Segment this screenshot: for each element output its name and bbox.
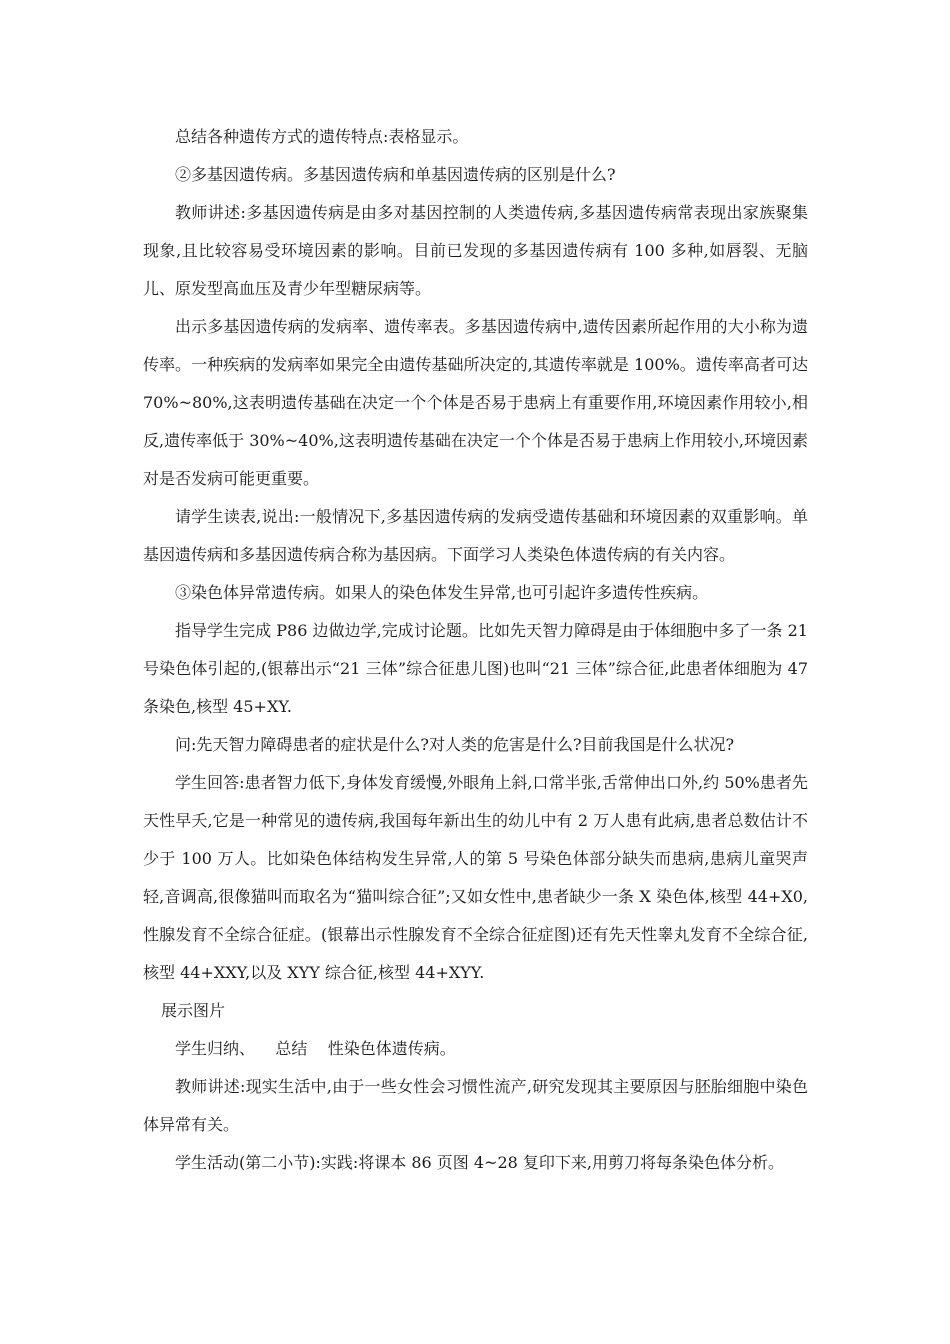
paragraph-chromosome-disease: ③染色体异常遗传病。如果人的染色体发生异常,也可引起许多遗传性疾病。 (175, 583, 709, 602)
paragraph-read-table: 请学生读表,说出:一般情况下,多基因遗传病的发病受遗传基础和环境因素的双重影响。单基因遗传病和多基因遗传病合称为基因病。下面学习人类染色体遗传病的有关内容。 (143, 507, 808, 564)
paragraph-polygenic-question: ②多基因遗传病。多基因遗传病和单基因遗传病的区别是什么? (175, 165, 616, 184)
paragraph-summary-table: 总结各种遗传方式的遗传特点:表格显示。 (175, 127, 469, 146)
paragraph-student-answer: 学生回答:患者智力低下,身体发育缓慢,外眼角上斜,口常半张,舌常伸出口外,约 50%患者先天性早夭,它是一种常见的遗传病,我国每年新出生的幼儿中有 2 万人患有此病,患者总数估计不少于 100 万人。比如染色体结构发生异常,人的第 5 号染色体部分缺失而患病,患病儿童哭声轻,音调高,很像猫叫而取名为“猫叫综合征”;又如女性中,患者缺少一条 X 染色体,核型 44+X0,性腺发育不全综合征症。(银幕出示性腺发育不全综合征症图)还有先天性睾丸发育不全综合征,核型 44+XXY,以及 XYY 综合征,核型 44+XYY. (143, 773, 808, 982)
paragraph-teacher-polygenic: 教师讲述:多基因遗传病是由多对基因控制的人类遗传病,多基因遗传病常表现出家族聚集现象,且比较容易受环境因素的影响。目前已发现的多基因遗传病有 100 多种,如唇裂、无脑儿、原发型高血压及青少年型糖尿病等。 (143, 203, 808, 298)
paragraph-student-activity: 学生活动(第二小节):实践:将课本 86 页图 4~28 复印下来,用剪刀将每条染色体分析。 (175, 1153, 785, 1172)
paragraph-teacher-miscarriage: 教师讲述:现实生活中,由于一些女性会习惯性流产,研究发现其主要原因与胚胎细胞中染色体异常有关。 (143, 1077, 808, 1134)
paragraph-student-summary: 学生归纳、 总结 性染色体遗传病。 (175, 1039, 456, 1058)
paragraph-guide-p86: 指导学生完成 P86 边做边学,完成讨论题。比如先天智力障碍是由于体细胞中多了一条 21 号染色体引起的,(银幕出示“21 三体”综合征患儿图)也叫“21 三体”综合征,此患者体细胞为 47 条染色,核型 45+XY. (143, 621, 808, 716)
paragraph-question: 问:先天智力障碍患者的症状是什么?对人类的危害是什么?目前我国是什么状况? (175, 735, 735, 754)
paragraph-show-pictures: 展示图片 (161, 1001, 226, 1020)
document-body (143, 118, 808, 1182)
paragraph-heritability: 出示多基因遗传病的发病率、遗传率表。多基因遗传病中,遗传因素所起作用的大小称为遗传率。一种疾病的发病率如果完全由遗传基础所决定的,其遗传率就是 100%。遗传率高者可达 70%~80%,这表明遗传基础在决定一个个体是否易于患病上有重要作用,环境因素作用较小,相反,遗传率低于 30%~40%,这表明遗传基础在决定一个个体是否易于患病上作用较小,环境因素对是否发病可能更重要。 (143, 317, 808, 488)
